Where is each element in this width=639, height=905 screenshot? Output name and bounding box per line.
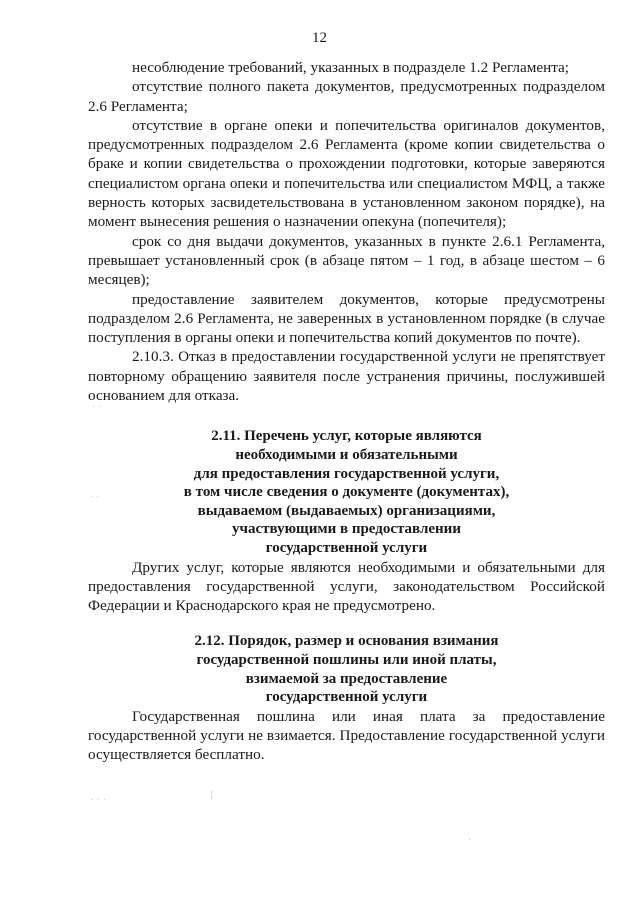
heading-line: в том числе сведения о документе (документах), [183, 484, 510, 501]
page-number: 12 [312, 30, 327, 46]
heading-line: для предоставления государственной услуги, [193, 465, 500, 482]
scan-artifact: · · · [90, 795, 106, 806]
paragraph-condition-1: несоблюдение требований, указанных в подразделе 1.2 Регламента; [132, 59, 570, 76]
paragraph-2-12-body: Государственная пошлина или иная плата за предоставление государственной услуги не взимается. Предоставление государственной услуги осуществляется бесплатно. [88, 707, 605, 764]
paragraph-2-10-3: 2.10.3. Отказ в предоставлении государственной услуги не препятствует повторному обращению заявителя после устранения причины, послужившей основанием для отказа. [88, 348, 605, 405]
scan-artifact: · · [90, 492, 100, 503]
paragraph-condition-5: предоставление заявителем документов, которые предусмотрены подразделом 2.6 Регламента, не заверенных в установленном порядке (в случае поступления в органы опеки и попечительства копий документов по почте). [88, 290, 605, 347]
section-heading-2-12 [88, 632, 605, 706]
heading-line: взимаемой за предоставление [245, 670, 448, 687]
heading-line: участвующими в предоставлении [232, 521, 461, 538]
section-heading-2-11 [88, 427, 605, 557]
scan-artifact: ¦ [210, 790, 214, 801]
paragraph-condition-3: отсутствие в органе опеки и попечительства оригиналов документов, предусмотренных подразделом 2.6 Регламента (кроме копии свидетельства о браке и копии свидетельства о прохождении подготовки, которые заверяются специалистом органа опеки и попечительства или специалистом МФЦ, а также верность которых засвидетельствована в установленном законом порядке), на момент вынесения решения о назначении опекуна (попечителя); [88, 116, 605, 231]
scan-artifact: · · [92, 402, 102, 413]
heading-line: государственной услуги [265, 539, 428, 556]
heading-line: государственной услуги [265, 689, 428, 706]
heading-line: 2.12. Порядок, размер и основания взимания [194, 633, 499, 650]
paragraph-2-11-body: Других услуг, которые являются необходимыми и обязательными для предоставления государственной услуги, законодательством Российской Федерации и Краснодарского края не предусмотрено. [88, 558, 605, 615]
heading-line: государственной пошлины или иной платы, [196, 651, 497, 668]
heading-line: выдаваемом (выдаваемых) организациями, [197, 502, 496, 519]
paragraph-condition-2: отсутствие полного пакета документов, предусмотренных подразделом 2.6 Регламента; [88, 78, 605, 115]
scan-artifact: · [468, 835, 472, 846]
heading-line: 2.11. Перечень услуг, которые являются [211, 428, 482, 445]
paragraph-condition-4: срок со дня выдачи документов, указанных в пункте 2.6.1 Регламента, превышает установленный срок (в абзаце пятом – 1 год, в абзаце шестом – 6 месяцев); [88, 232, 605, 289]
document-body [88, 58, 605, 765]
heading-line: необходимыми и обязательными [235, 446, 458, 463]
